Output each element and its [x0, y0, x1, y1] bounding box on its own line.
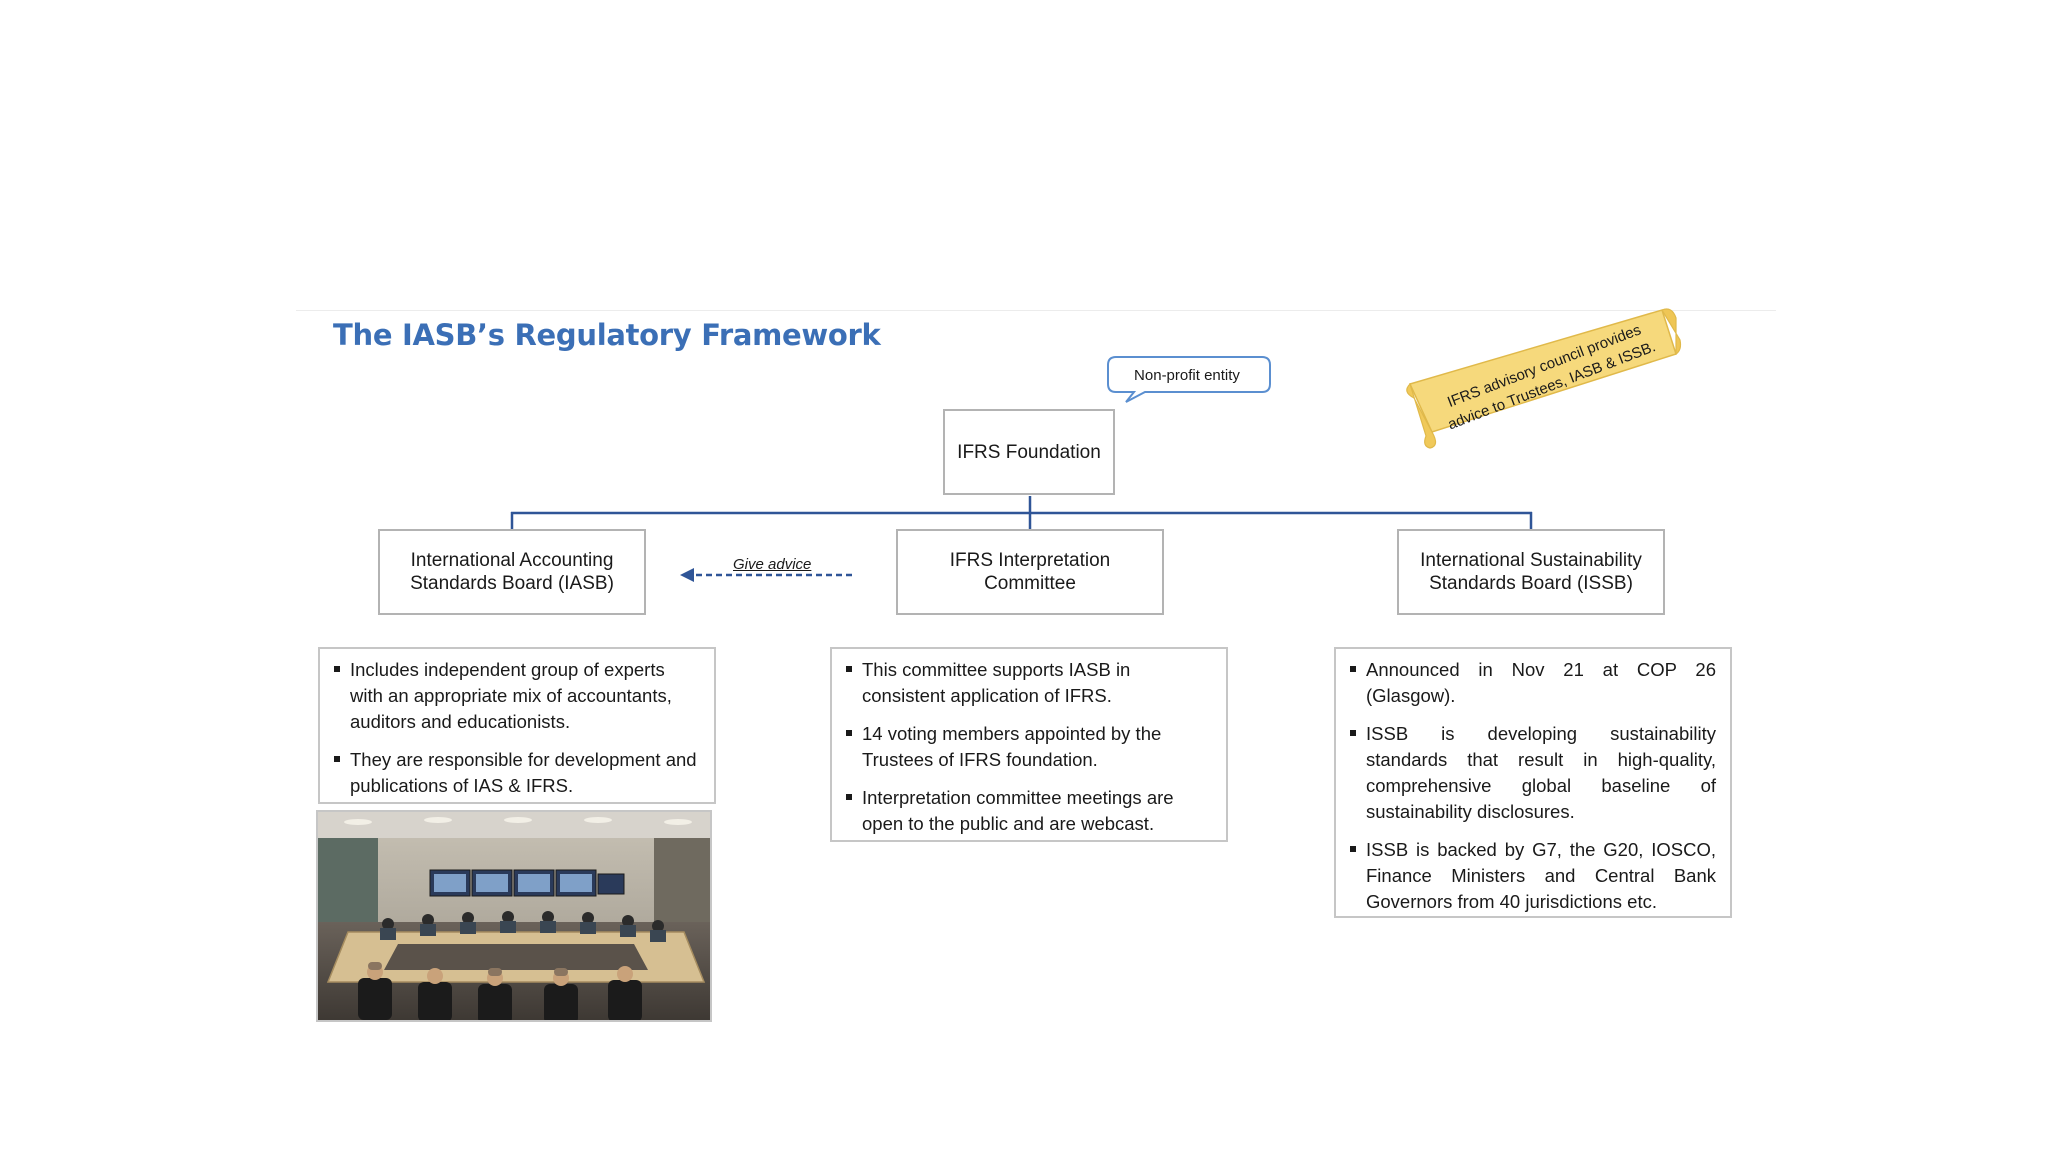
interpretation-point: Interpretation committee meetings are open to the public and are webcast.: [846, 785, 1212, 837]
scroll-note: IFRS advisory council provides advice to Trustees, IASB & ISSB.: [1445, 321, 1658, 434]
node-iasb-label: International Accounting Standards Board (IASB): [410, 550, 614, 594]
node-interpretation-committee: [896, 529, 1164, 615]
node-issb: [1397, 529, 1665, 615]
issb-point: ISSB is backed by G7, the G20, IOSCO, Finance Ministers and Central Bank Governors from 40 jurisdictions etc.: [1350, 837, 1716, 915]
iasb-point: They are responsible for development and publications of IAS & IFRS.: [334, 747, 700, 799]
meeting-room-photo: [316, 810, 712, 1022]
node-interpretation-label: IFRS Interpretation Committee: [949, 550, 1111, 594]
issb-description: [1334, 647, 1732, 918]
iasb-point: Includes independent group of experts with an appropriate mix of accountants, auditors and educationists.: [334, 657, 700, 735]
give-advice-label: Give advice: [733, 556, 812, 573]
issb-point: ISSB is developing sustainability standards that result in high-quality, comprehensive global baseline of sustainability disclosures.: [1350, 721, 1716, 825]
interpretation-description: [830, 647, 1228, 842]
node-ifrs-foundation: [943, 409, 1115, 495]
node-ifrs-foundation-label: IFRS Foundation: [957, 441, 1101, 463]
meeting-photo-illustration: [318, 812, 712, 1022]
issb-point: Announced in Nov 21 at COP 26 (Glasgow).: [1350, 657, 1716, 709]
node-issb-label: International Sustainability Standards Board (ISSB): [1420, 550, 1642, 594]
iasb-description: [318, 647, 716, 804]
interpretation-point: 14 voting members appointed by the Trustees of IFRS foundation.: [846, 721, 1212, 773]
callout-non-profit: Non-profit entity: [1134, 366, 1240, 384]
interpretation-point: This committee supports IASB in consistent application of IFRS.: [846, 657, 1212, 709]
slide-title: The IASB’s Regulatory Framework: [333, 318, 881, 352]
node-iasb: [378, 529, 646, 615]
